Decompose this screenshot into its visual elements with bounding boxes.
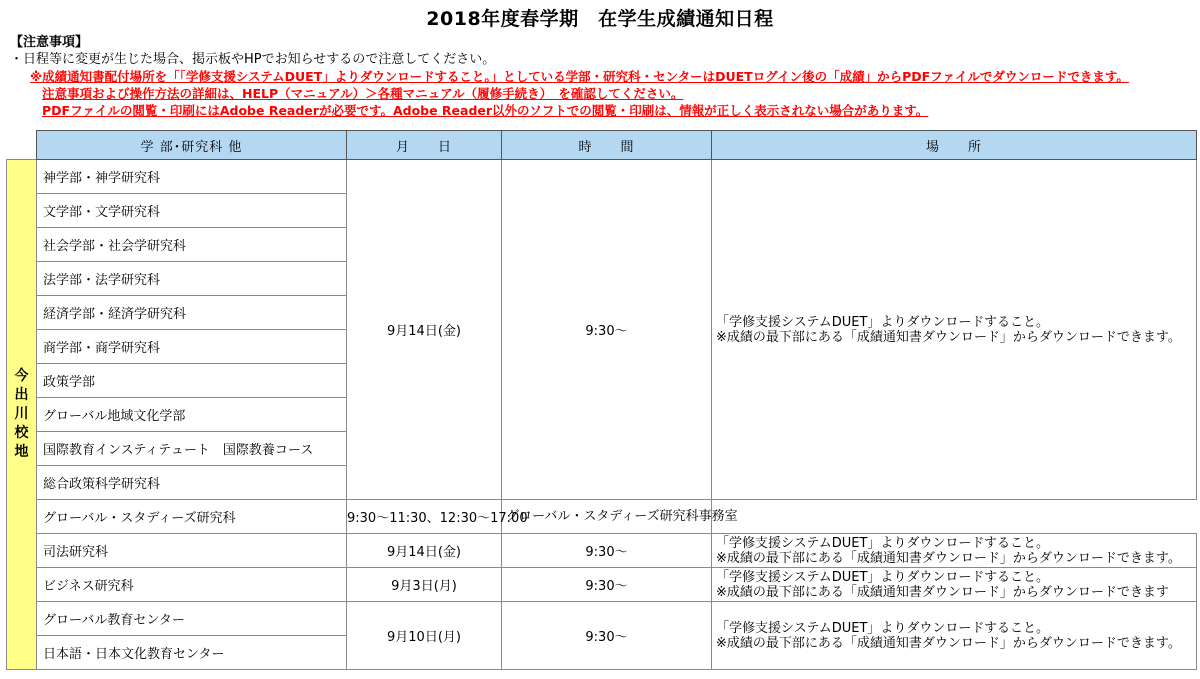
faculty-cell: 文学部・文学研究科 <box>37 194 347 228</box>
table-row <box>7 500 1197 534</box>
notes-line-1: ・日程等に変更が生じた場合、掲示板やHPでお知らせするので注意してください。 <box>10 52 496 67</box>
place-line-1: 「学修支援システムDUET」よりダウンロードすること。 <box>716 569 1049 585</box>
time-cell: 9:30～ <box>502 160 712 500</box>
page-title: 2018年度春学期 在学生成績通知日程 <box>426 8 774 30</box>
table-row <box>7 602 1197 636</box>
place-cell <box>712 568 1197 602</box>
header-blank <box>7 131 37 160</box>
place-cell <box>712 160 1197 500</box>
date-cell: 9月10日(月) <box>347 602 502 670</box>
notes-warning-2: 注意事項および操作方法の詳細は、HELP（マニュアル）＞各種マニュアル（履修手続き） を確認してください。 <box>42 86 684 101</box>
faculty-cell: 国際教育インスティテュート 国際教養コース <box>37 432 347 466</box>
table-row <box>7 160 1197 194</box>
faculty-cell: グローバル地域文化学部 <box>37 398 347 432</box>
faculty-cell: ビジネス研究科 <box>37 568 347 602</box>
faculty-cell: 神学部・神学研究科 <box>37 160 347 194</box>
faculty-cell: 政策学部 <box>37 364 347 398</box>
campus-label: 今出川校地 <box>7 160 37 670</box>
notes-section <box>10 34 1195 119</box>
place-line-1: 「学修支援システムDUET」よりダウンロードすること。 <box>716 620 1049 636</box>
notes-warning-1: ※成績通知書配付場所を「「学修支援システムDUET」よりダウンロードすること。」としている学部・研究科・センターはDUETログイン後の「成績」からPDFファイルでダウンロードできます。 <box>30 69 1129 84</box>
time-cell: 9:30～ <box>502 602 712 670</box>
faculty-cell: グローバル・スタディーズ研究科 <box>37 500 347 534</box>
place-cell: グローバル・スタディーズ研究科事務室 <box>502 500 712 534</box>
header-faculty: 学 部･研究科 他 <box>37 131 347 160</box>
faculty-cell: 商学部・商学研究科 <box>37 330 347 364</box>
place-cell <box>712 534 1197 568</box>
place-line-1: 「学修支援システムDUET」よりダウンロードすること。 <box>716 314 1049 330</box>
faculty-cell: 総合政策科学研究科 <box>37 466 347 500</box>
schedule-table <box>6 130 1197 670</box>
faculty-cell: 法学部・法学研究科 <box>37 262 347 296</box>
time-cell: 9:30～11:30、12:30～17:00 <box>347 500 502 534</box>
date-cell: 9月14日(金) <box>347 160 502 500</box>
place-line-2: ※成績の最下部にある「成績通知書ダウンロード」からダウンロードできます。 <box>716 635 1181 651</box>
header-time: 時 間 <box>502 131 712 160</box>
faculty-cell: 経済学部・経済学研究科 <box>37 296 347 330</box>
time-cell: 9:30～ <box>502 568 712 602</box>
table-row <box>7 534 1197 568</box>
date-cell: 9月14日(金) <box>347 534 502 568</box>
place-line-2: ※成績の最下部にある「成績通知書ダウンロード」からダウンロードできます。 <box>716 550 1181 566</box>
notes-header: 【注意事項】 <box>10 35 89 50</box>
place-line-2: ※成績の最下部にある「成績通知書ダウンロード」からダウンロードできます <box>716 584 1169 600</box>
place-line-2: ※成績の最下部にある「成績通知書ダウンロード」からダウンロードできます。 <box>716 329 1181 345</box>
faculty-cell: 司法研究科 <box>37 534 347 568</box>
place-line-1: 「学修支援システムDUET」よりダウンロードすること。 <box>716 535 1049 551</box>
faculty-cell: 日本語・日本文化教育センター <box>37 636 347 670</box>
time-cell: 9:30～ <box>502 534 712 568</box>
header-place: 場 所 <box>712 131 1197 160</box>
table-header-row <box>7 131 1197 160</box>
header-date: 月 日 <box>347 131 502 160</box>
table-row <box>7 568 1197 602</box>
notes-warning-3: PDFファイルの閲覧・印刷にはAdobe Readerが必要です。Adobe Reader以外のソフトでの閲覧・印刷は、情報が正しく表示されない場合があります。 <box>42 103 929 118</box>
faculty-cell: 社会学部・社会学研究科 <box>37 228 347 262</box>
faculty-cell: グローバル教育センター <box>37 602 347 636</box>
place-cell <box>712 602 1197 670</box>
date-cell: 9月3日(月) <box>347 568 502 602</box>
